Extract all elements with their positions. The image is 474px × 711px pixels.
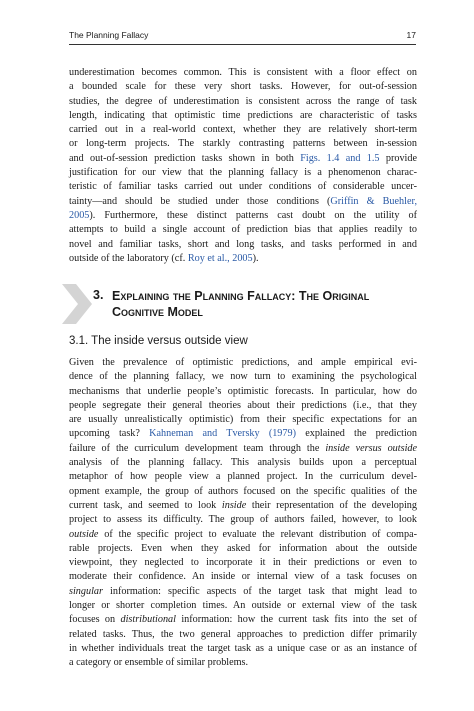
paragraph-intro	[69, 66, 417, 266]
subsection-title: 3.1. The inside versus outside view	[69, 335, 248, 347]
text-line: studies, the degree of underestimation is consistent across the range of task	[69, 95, 417, 107]
citation-link[interactable]: Griffin & Buehler,	[330, 195, 417, 207]
text-line: carried out in a real-world context, whether they are relatively short-term	[69, 124, 417, 136]
citation-link[interactable]: Roy et al., 2005	[187, 252, 253, 264]
text-line: outside of the laboratory (cf. Roy et al., 2005).	[69, 252, 259, 264]
running-title: The Planning Fallacy	[69, 30, 149, 40]
text-line: Given the prevalence of optimistic predictions, and ample empirical evi-	[69, 357, 417, 368]
text-line: analysis of the planning fallacy. This analysis builds upon a perceptual	[69, 457, 417, 469]
text-line: a category or ensemble of similar problems.	[69, 657, 249, 669]
text-line: viewpoint, they neglected to incorporate it in their predictions or even to	[69, 557, 417, 569]
text-line: attempts to build a single account of prediction bias that applies readily to	[69, 224, 417, 236]
text-line: justification for our view that the planning fallacy is a phenomenon charac-	[69, 167, 417, 179]
text-line: current task, and seemed to look inside their representation of the developing	[69, 499, 417, 511]
text-line: dence of the planning fallacy, we now turn to examining the psychological	[69, 371, 417, 383]
text-line: failure of the curriculum development team through the inside versus outside	[69, 442, 418, 454]
figure-link[interactable]: Figs. 1.4 and 1.5	[300, 152, 380, 164]
text-line: rable projects. Even when they asked for information about the outside	[69, 542, 417, 554]
text-line: longer or shorter completion times. An outside or external view of the task	[69, 600, 417, 612]
text-line: opment example, the group of authors focused on the specific qualities of the	[69, 485, 417, 497]
paragraph-inside-outside	[69, 356, 417, 671]
page-header	[69, 30, 416, 46]
text-line: in whether individuals treat the target task as a unique case or as an instance of	[69, 642, 417, 654]
section-heading	[62, 284, 422, 324]
header-rule	[69, 44, 416, 45]
text-line: are usually unrealistically optimistic) from their specific expectations for an	[69, 414, 417, 426]
text-line: 2005). Furthermore, these distinct patterns cast doubt on the utility of	[69, 209, 417, 221]
text-line: project to assess its difficulty. The group of authors failed, however, to look	[69, 514, 417, 526]
text-line: upcoming task? Kahneman and Tversky (1979) explained the prediction	[69, 428, 417, 440]
text-line: singular information: specific aspects of the target task that might lead to	[69, 585, 417, 597]
page-number: 17	[406, 30, 416, 40]
text-line: teristic of familiar tasks carried out under conditions of considerable uncer-	[69, 181, 417, 193]
text-line: underestimation becomes common. This is consistent with a floor effect on	[69, 67, 417, 78]
text-line: a bounded scale for these very short tasks. However, for out-of-session	[69, 81, 417, 93]
chevron-marker-icon	[62, 284, 92, 324]
text-line: and out-of-session prediction tasks shown in both Figs. 1.4 and 1.5 provide	[69, 152, 418, 164]
text-line: or long-term projects. The starkly contrasting patterns between in-session	[69, 138, 417, 150]
section-number: 3.	[93, 288, 104, 302]
text-line: outside of the specific project to evaluate the relevant distribution of compa-	[69, 528, 417, 540]
text-line: focuses on distributional information: how the current task fits into the set of	[69, 614, 417, 626]
text-line: mechanisms that underlie people’s optimistic forecasts. In particular, how do	[69, 385, 417, 397]
text-line: people segregate their general theories about their predictions (i.e., that they	[69, 399, 417, 411]
citation-link[interactable]: Kahneman and Tversky (1979)	[149, 428, 296, 440]
text-line: tainty—and should be studied under those conditions (Griffin & Buehler,	[69, 195, 417, 207]
text-line: related tasks. Thus, the two general approaches to prediction differ primarily	[69, 628, 417, 640]
text-line: length, indicating that optimistic time predictions are characteristic of tasks	[69, 109, 417, 121]
text-line: metaphor of how people view a planned project. In the curriculum devel-	[69, 471, 417, 483]
section-title: Explaining the Planning Fallacy: The Original Cognitive Model	[112, 289, 370, 319]
text-line: novel and familiar tasks, short and long tasks, and tasks performed in and	[69, 238, 417, 250]
citation-link[interactable]: 2005	[69, 209, 90, 221]
text-line: moderate their confidence. An inside or internal view of a task focuses on	[69, 571, 417, 583]
